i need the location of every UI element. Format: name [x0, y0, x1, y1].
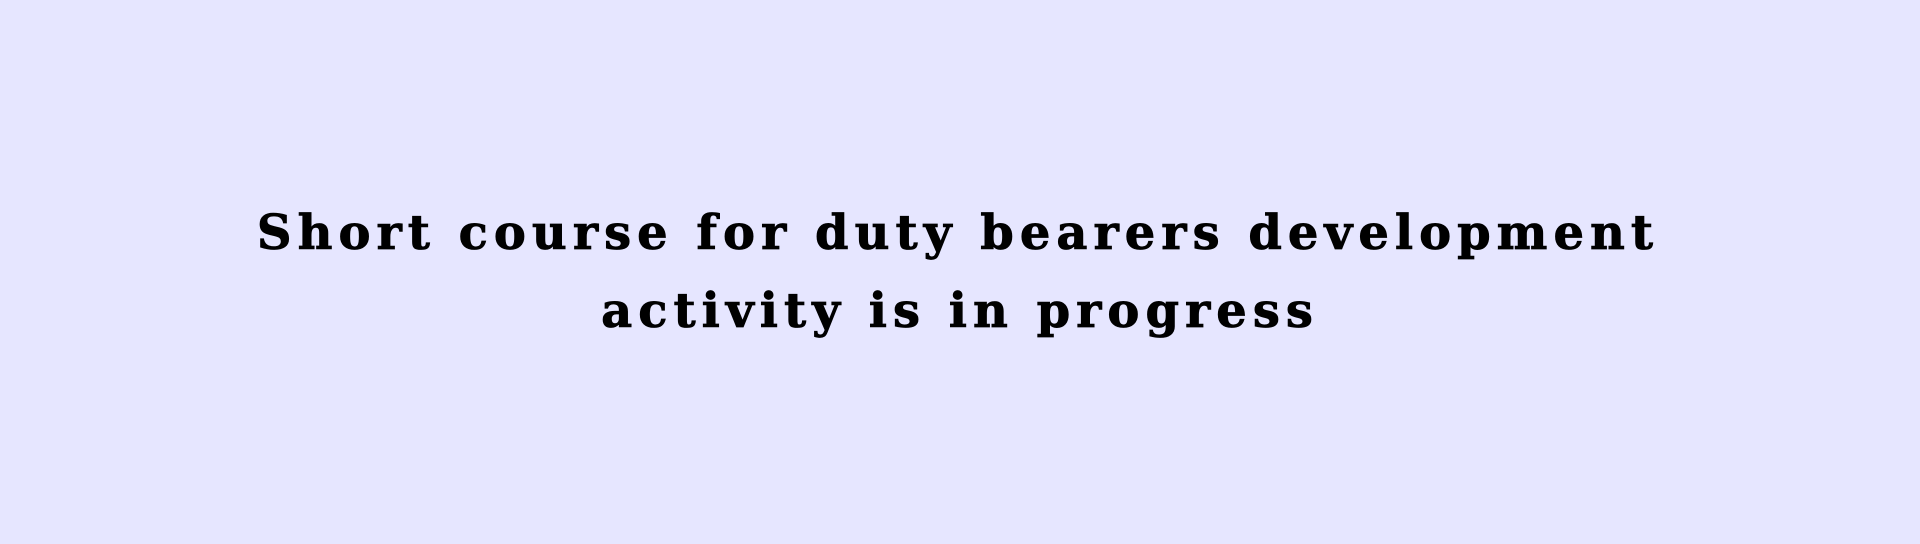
status-message-line-1: Short course for duty bearers development	[256, 205, 1660, 261]
status-message	[256, 194, 1661, 350]
status-message-line-2: activity is in progress	[601, 283, 1319, 339]
